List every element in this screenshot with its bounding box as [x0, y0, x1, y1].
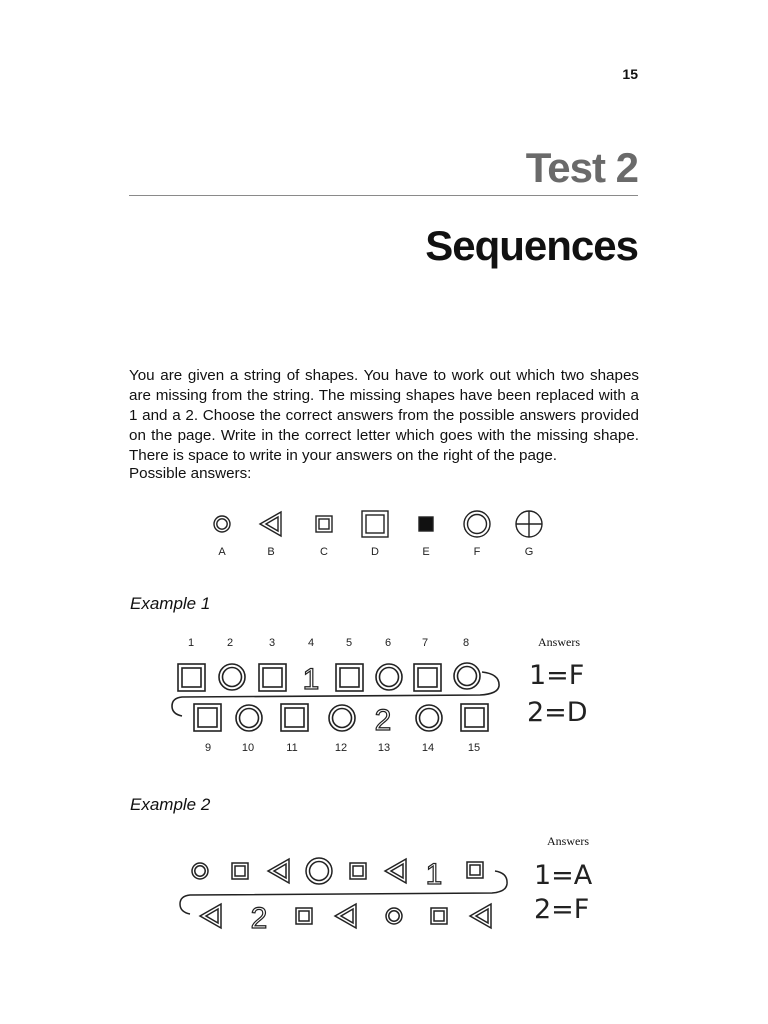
page-number: 15 — [622, 66, 638, 82]
large-double-circle-icon — [219, 664, 245, 690]
position-number: 6 — [384, 637, 392, 649]
sequence-connector — [180, 871, 507, 914]
small-double-square-icon — [350, 863, 366, 879]
large-double-square-icon — [461, 704, 488, 731]
position-number: 9 — [204, 742, 212, 754]
answer-letter-a: A — [218, 546, 226, 558]
large-double-square-icon — [281, 704, 308, 731]
filled-square-icon — [419, 517, 433, 531]
large-double-square-icon — [178, 664, 205, 691]
position-number: 2 — [226, 637, 234, 649]
answer-letter-g: G — [524, 546, 534, 558]
large-double-circle-icon — [329, 705, 355, 731]
position-number: 12 — [334, 742, 348, 754]
large-double-square-icon — [336, 664, 363, 691]
handwritten-answer-2: 2=D — [527, 697, 588, 728]
small-double-square-icon — [232, 863, 248, 879]
handwritten-answer-2: 2=F — [534, 894, 590, 925]
small-double-square-icon — [296, 908, 312, 924]
double-triangle-left-icon — [200, 904, 221, 928]
possible-answers-label: Possible answers: — [129, 465, 252, 482]
double-triangle-left-icon — [260, 512, 281, 536]
large-double-circle-icon — [464, 511, 490, 537]
double-triangle-left-icon — [268, 859, 289, 883]
missing-mark-2: 2 — [250, 902, 268, 935]
answer-letter-f: F — [473, 546, 481, 558]
large-double-circle-icon — [454, 663, 480, 689]
example-2-heading: Example 2 — [130, 795, 211, 814]
large-double-square-icon — [414, 664, 441, 691]
handwritten-answer-1: 1=F — [529, 660, 585, 691]
small-double-circle-icon — [386, 908, 402, 924]
handwritten-answer-1: 1=A — [534, 860, 593, 891]
position-number: 4 — [307, 637, 315, 649]
position-number: 13 — [377, 742, 391, 754]
double-triangle-left-icon — [470, 904, 491, 928]
position-number: 5 — [345, 637, 353, 649]
missing-mark-2: 2 — [374, 704, 392, 737]
large-double-circle-icon — [376, 664, 402, 690]
large-double-square-icon — [194, 704, 221, 731]
instructions-paragraph: You are given a string of shapes. You have to work out which two shapes are missing from the string. The missing shapes have been replaced with a 1 and a 2. Choose the correct answers from the possible answers provided on the page. Write in the correct letter which goes with the missing shape. There is space to write in your answers on the right of the page. — [129, 367, 639, 464]
answers-label: Answers — [538, 635, 580, 649]
position-number: 8 — [462, 637, 470, 649]
large-double-square-icon — [362, 511, 388, 537]
example-1-heading: Example 1 — [130, 594, 211, 613]
large-double-circle-icon — [236, 705, 262, 731]
large-double-square-icon — [259, 664, 286, 691]
double-triangle-left-icon — [335, 904, 356, 928]
answer-letter-d: D — [371, 546, 379, 558]
answers-label: Answers — [547, 834, 589, 848]
position-number: 10 — [241, 742, 255, 754]
answer-letter-b: B — [267, 546, 275, 558]
small-double-square-icon — [467, 862, 483, 878]
large-double-circle-icon — [306, 858, 332, 884]
small-double-square-icon — [316, 516, 332, 532]
small-double-square-icon — [431, 908, 447, 924]
small-double-circle-icon — [214, 516, 230, 532]
crossed-circle-icon — [516, 511, 542, 537]
answer-letter-c: C — [320, 546, 328, 558]
missing-mark-1: 1 — [425, 858, 443, 891]
large-double-circle-icon — [416, 705, 442, 731]
position-number: 14 — [421, 742, 435, 754]
double-triangle-left-icon — [385, 859, 406, 883]
position-number: 1 — [187, 637, 195, 649]
position-number: 7 — [421, 637, 429, 649]
position-number: 15 — [467, 742, 481, 754]
missing-mark-1: 1 — [302, 663, 320, 696]
section-title: Sequences — [425, 222, 638, 269]
position-number: 11 — [286, 742, 298, 754]
answer-letter-e: E — [422, 546, 430, 558]
position-number: 3 — [268, 637, 276, 649]
test-title: Test 2 — [525, 144, 638, 191]
small-double-circle-icon — [192, 863, 208, 879]
